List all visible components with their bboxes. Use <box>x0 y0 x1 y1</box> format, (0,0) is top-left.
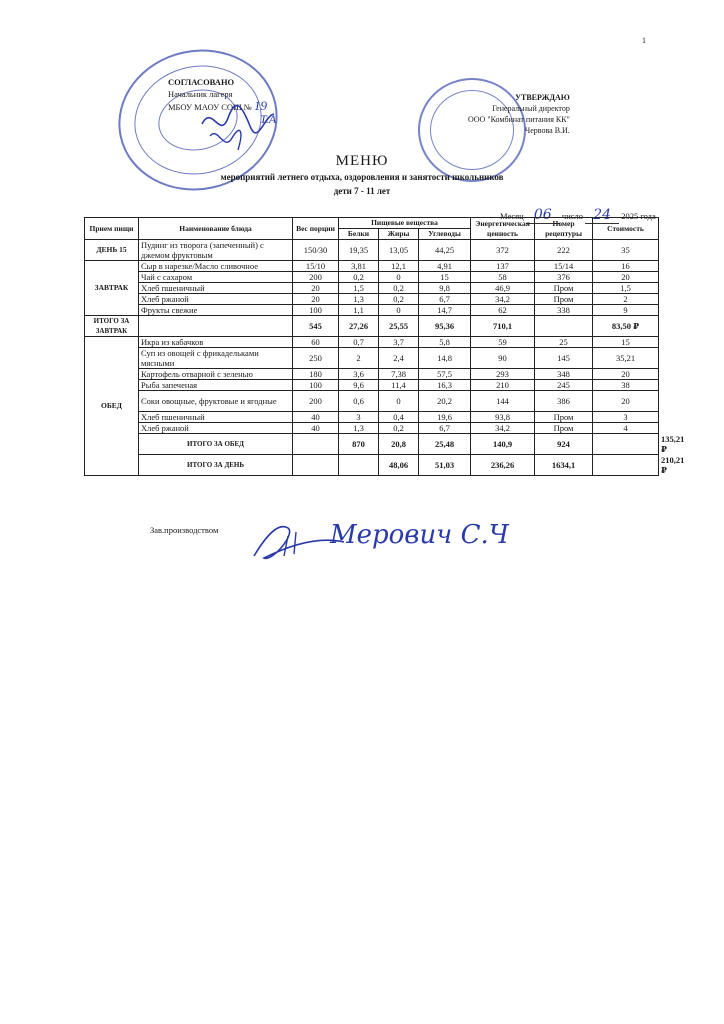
header-dish: Наименование блюда <box>139 218 293 240</box>
dish-carbs: 20,2 <box>419 391 471 412</box>
dish-cost: 1,5 <box>593 283 659 294</box>
header-protein: Белки <box>339 229 379 240</box>
signature-left-image <box>198 96 278 156</box>
dish-weight: 40 <box>293 423 339 434</box>
dish-cost: 15 <box>593 337 659 348</box>
day-label: ДЕНЬ 15 <box>85 240 139 261</box>
dish-energy: 293 <box>471 369 535 380</box>
dish-recipe: Пром <box>535 423 593 434</box>
dish-energy: 372 <box>471 240 535 261</box>
dish-carbs: 14,7 <box>419 305 471 316</box>
approval-right-block <box>468 92 570 136</box>
table-row <box>85 272 659 283</box>
header-fat: Жиры <box>379 229 419 240</box>
dish-protein: 19,35 <box>339 240 379 261</box>
year-value: 2025 года <box>621 211 656 221</box>
dish-protein: 3,81 <box>339 261 379 272</box>
dish-fat: 0,2 <box>379 294 419 305</box>
dish-carbs: 4,91 <box>419 261 471 272</box>
total-protein: 27,26 <box>339 316 379 337</box>
dish-protein: 0,6 <box>339 391 379 412</box>
empty-cell <box>339 455 379 476</box>
dish-energy: 210 <box>471 380 535 391</box>
dish-cost: 38 <box>593 380 659 391</box>
approval-left-signer: Т.А <box>260 112 277 126</box>
dish-name: Хлеб пшеничный <box>139 412 293 423</box>
table-row <box>85 240 659 261</box>
dish-energy: 34,2 <box>471 423 535 434</box>
dish-name: Чай с сахаром <box>139 272 293 283</box>
empty-cell <box>293 455 339 476</box>
dish-protein: 3 <box>339 412 379 423</box>
dish-carbs: 57,5 <box>419 369 471 380</box>
dish-cost: 20 <box>593 369 659 380</box>
header-cost: Стоимость <box>593 218 659 240</box>
dish-carbs: 14,8 <box>419 348 471 369</box>
total-energy: 1634,1 <box>535 455 593 476</box>
approval-left-line1: Начальник лагеря <box>168 89 233 99</box>
dish-weight: 180 <box>293 369 339 380</box>
header-nutrients: Пищевые вещества <box>339 218 471 229</box>
total-carbs: 140,9 <box>471 434 535 455</box>
table-row <box>85 348 659 369</box>
approval-left-line2: МБОУ МАОУ СОШ № <box>168 102 252 112</box>
dish-fat: 0 <box>379 272 419 283</box>
total-weight: 545 <box>293 316 339 337</box>
dish-recipe: 25 <box>535 337 593 348</box>
dish-recipe: Пром <box>535 294 593 305</box>
dish-cost: 16 <box>593 261 659 272</box>
month-label: Месяц <box>500 211 524 221</box>
dish-carbs: 9,8 <box>419 283 471 294</box>
dish-energy: 144 <box>471 391 535 412</box>
approval-left-school-no: 19 <box>254 98 268 113</box>
dish-energy: 62 <box>471 305 535 316</box>
dish-fat: 0,2 <box>379 283 419 294</box>
dish-protein: 0,2 <box>339 272 379 283</box>
dish-protein: 1,3 <box>339 294 379 305</box>
dish-weight: 20 <box>293 294 339 305</box>
dish-recipe: 245 <box>535 380 593 391</box>
header-recipe: Номер рецептуры <box>535 218 593 240</box>
breakfast-label: ЗАВТРАК <box>85 261 139 316</box>
approval-right-signer: Червова В.И. <box>525 126 570 135</box>
dish-recipe: 376 <box>535 272 593 283</box>
total-breakfast-row <box>85 316 659 337</box>
dish-protein: 1,3 <box>339 423 379 434</box>
dish-fat: 2,4 <box>379 348 419 369</box>
dish-cost: 4 <box>593 423 659 434</box>
dish-weight: 100 <box>293 380 339 391</box>
table-row <box>85 283 659 294</box>
dish-weight: 100 <box>293 305 339 316</box>
dish-fat: 0,4 <box>379 412 419 423</box>
total-carbs: 236,26 <box>471 455 535 476</box>
dish-carbs: 19,6 <box>419 412 471 423</box>
total-fat: 25,48 <box>419 434 471 455</box>
dish-protein: 9,6 <box>339 380 379 391</box>
dish-name: Хлеб пшеничный <box>139 283 293 294</box>
dish-fat: 13,05 <box>379 240 419 261</box>
dish-weight: 20 <box>293 283 339 294</box>
day-label: число <box>561 211 584 221</box>
empty-cell <box>535 316 593 337</box>
total-energy: 710,1 <box>471 316 535 337</box>
table-row <box>85 391 659 412</box>
dish-weight: 250 <box>293 348 339 369</box>
production-head-label: Зав.производством <box>150 525 219 535</box>
dish-recipe: Пром <box>535 283 593 294</box>
dish-fat: 0 <box>379 391 419 412</box>
dish-protein: 2 <box>339 348 379 369</box>
table-row <box>85 369 659 380</box>
total-day-row: ИТОГО ЗА ДЕНЬ 48,06 51,03 236,26 1634,1 210,21 ₽ <box>85 455 659 476</box>
menu-table <box>84 217 685 476</box>
total-carbs: 95,36 <box>419 316 471 337</box>
dish-weight: 150/30 <box>293 240 339 261</box>
approval-right-heading: УТВЕРЖДАЮ <box>515 93 570 102</box>
dish-carbs: 5,8 <box>419 337 471 348</box>
dish-weight: 200 <box>293 272 339 283</box>
dish-cost: 2 <box>593 294 659 305</box>
total-lunch-row: ИТОГО ЗА ОБЕД 870 20,8 25,48 140,9 924 135,21 ₽ <box>85 434 659 455</box>
table-row <box>85 261 659 272</box>
dish-weight: 200 <box>293 391 339 412</box>
page-number: 1 <box>642 36 646 45</box>
dish-energy: 34,2 <box>471 294 535 305</box>
total-day-label: ИТОГО ЗА ДЕНЬ <box>139 455 293 476</box>
dish-weight: 40 <box>293 412 339 423</box>
dish-protein: 1,1 <box>339 305 379 316</box>
dish-recipe: 338 <box>535 305 593 316</box>
table-row <box>85 294 659 305</box>
dish-fat: 12,1 <box>379 261 419 272</box>
dish-carbs: 15 <box>419 272 471 283</box>
total-protein: 20,8 <box>379 434 419 455</box>
dish-fat: 0 <box>379 305 419 316</box>
dish-cost: 35 <box>593 240 659 261</box>
dish-energy: 137 <box>471 261 535 272</box>
empty-cell <box>593 434 659 455</box>
dish-recipe: 222 <box>535 240 593 261</box>
dish-recipe: 145 <box>535 348 593 369</box>
dish-recipe: 386 <box>535 391 593 412</box>
header-energy: Энергетическая ценность <box>471 218 535 240</box>
header-carbs: Углеводы <box>419 229 471 240</box>
total-breakfast-label: ИТОГО ЗА ЗАВТРАК <box>85 316 139 337</box>
footer-signer: Мерович С.Ч <box>330 520 509 550</box>
dish-cost: 20 <box>593 272 659 283</box>
dish-carbs: 16,3 <box>419 380 471 391</box>
total-weight: 870 <box>339 434 379 455</box>
dish-protein: 1,5 <box>339 283 379 294</box>
dish-protein: 3,6 <box>339 369 379 380</box>
dish-recipe: 348 <box>535 369 593 380</box>
dish-name: Рыба запеченая <box>139 380 293 391</box>
month-value: 06 <box>533 207 552 223</box>
dish-name: Фрукты свежие <box>139 305 293 316</box>
header-weight: Вес порции <box>293 218 339 240</box>
empty-cell <box>593 455 659 476</box>
dish-energy: 58 <box>471 272 535 283</box>
dish-carbs: 6,7 <box>419 294 471 305</box>
table-row <box>85 380 659 391</box>
dish-name: Пудинг из творога (запеченный) с джемом фруктовым <box>139 240 293 261</box>
table-row <box>85 423 659 434</box>
approval-right-line1: Генеральный директор <box>492 104 570 113</box>
table-row <box>85 412 659 423</box>
dish-fat: 11,4 <box>379 380 419 391</box>
dish-carbs: 44,25 <box>419 240 471 261</box>
dish-name: Хлеб ржаной <box>139 294 293 305</box>
total-fat: 25,55 <box>379 316 419 337</box>
page-title: МЕНЮ <box>335 153 389 169</box>
total-protein: 48,06 <box>379 455 419 476</box>
dish-protein: 0,7 <box>339 337 379 348</box>
dish-weight: 15/10 <box>293 261 339 272</box>
dish-energy: 93,8 <box>471 412 535 423</box>
dish-fat: 7,38 <box>379 369 419 380</box>
total-cost: 83,50 ₽ <box>593 316 659 337</box>
header-meal: Прием пищи <box>85 218 139 240</box>
empty-cell <box>293 434 339 455</box>
dish-recipe: Пром <box>535 412 593 423</box>
dish-name: Соки овощные, фруктовые и ягодные <box>139 391 293 412</box>
page-subtitle: мероприятий летнего отдыха, оздоровления и занятости школьников <box>220 172 504 182</box>
table-row <box>85 305 659 316</box>
dish-cost: 3 <box>593 412 659 423</box>
total-lunch-label: ИТОГО ЗА ОБЕД <box>139 434 293 455</box>
dish-cost: 20 <box>593 391 659 412</box>
empty-cell <box>139 316 293 337</box>
age-group: дети 7 - 11 лет <box>333 186 391 196</box>
dish-name: Икра из кабачков <box>139 337 293 348</box>
dish-cost: 9 <box>593 305 659 316</box>
dish-fat: 3,7 <box>379 337 419 348</box>
day-value: 24 <box>593 207 612 223</box>
dish-energy: 90 <box>471 348 535 369</box>
dish-energy: 46,9 <box>471 283 535 294</box>
total-fat: 51,03 <box>419 455 471 476</box>
approval-left-heading: СОГЛАСОВАНО <box>168 77 235 87</box>
dish-weight: 60 <box>293 337 339 348</box>
dish-recipe: 15/14 <box>535 261 593 272</box>
dish-carbs: 6,7 <box>419 423 471 434</box>
dish-energy: 59 <box>471 337 535 348</box>
dish-name: Сыр в нарезке/Масло сливочное <box>139 261 293 272</box>
lunch-label: ОБЕД <box>85 337 139 476</box>
dish-cost: 35,21 <box>593 348 659 369</box>
approval-right-line2: ООО "Комбинат питания КК" <box>468 115 570 124</box>
table-row <box>85 337 659 348</box>
dish-fat: 0,2 <box>379 423 419 434</box>
dish-name: Суп из овощей с фрикадельками мясными <box>139 348 293 369</box>
dish-name: Хлеб ржаной <box>139 423 293 434</box>
total-energy: 924 <box>535 434 593 455</box>
dish-name: Картофель отварной с зеленью <box>139 369 293 380</box>
